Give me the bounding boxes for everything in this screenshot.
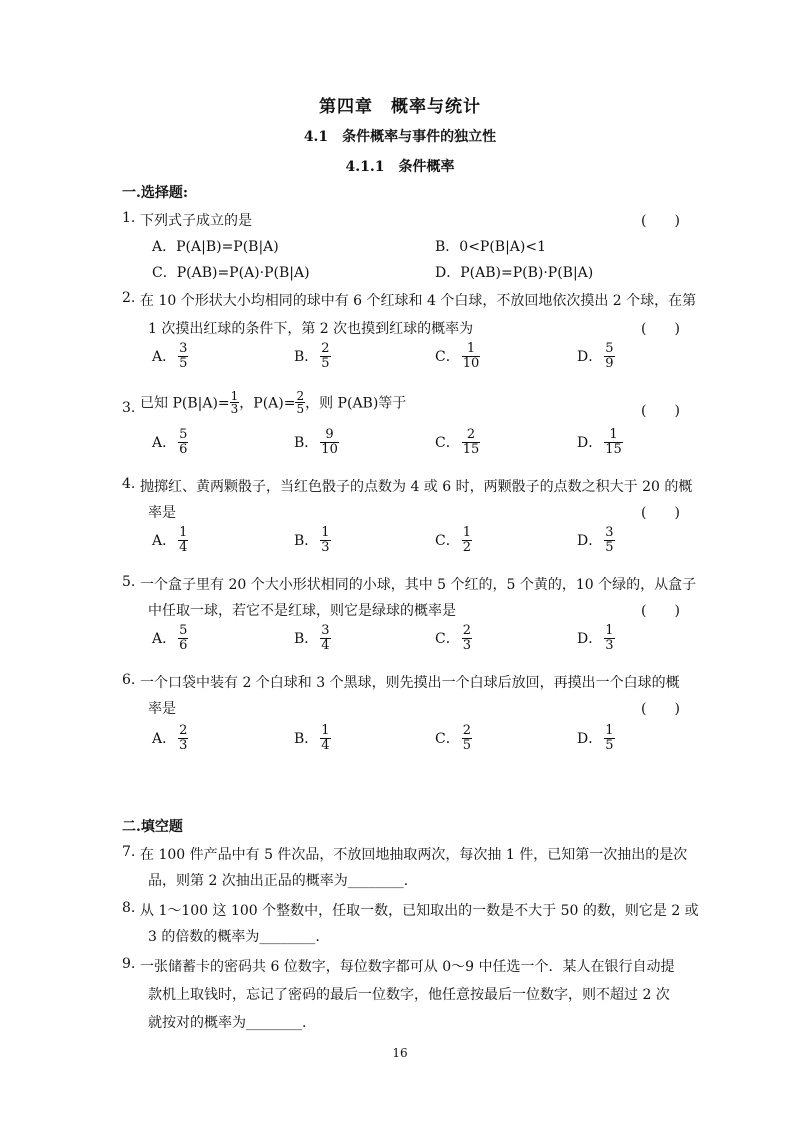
choice-section-title: 一.选择题:: [122, 185, 189, 201]
q2-number: 2.: [122, 290, 136, 306]
q2-answer-paren: ( ): [641, 321, 680, 337]
q3-option-a: A． $\frac{5}{6}$: [152, 427, 188, 457]
q5-number: 5.: [122, 574, 136, 590]
subsection-title: 4.1.1 条件概率: [345, 159, 455, 175]
q1-option-a: A．P(A|B)=P(B|A): [152, 239, 279, 255]
q6-option-a: A． $\frac{2}{3}$: [152, 723, 188, 753]
q3-text: 已知 P(B|A)= $\frac{1}{3}$ ，P(A)= $\frac{2}{5}$ ，则 P(AB)等于: [140, 389, 407, 416]
q5-option-a: A． $\frac{5}{6}$: [152, 623, 188, 653]
q6-answer-paren: ( ): [641, 701, 680, 717]
q5-option-b: B． $\frac{3}{4}$: [294, 623, 330, 653]
q5-line1: 一个盒子里有 20 个大小形状相同的小球，其中 5 个红的，5 个黄的，10 个绿的，从盒子: [140, 577, 697, 593]
q7-line1: 在 100 件产品中有 5 件次品，不放回地抽取两次，每次抽 1 件，已知第一次抽出的是次: [140, 847, 688, 863]
q1-answer-paren: ( ): [641, 213, 680, 229]
q2-option-c: C． $\frac{1}{10}$: [435, 341, 480, 371]
page-number: 16: [392, 1046, 408, 1060]
q1-number: 1.: [122, 210, 136, 226]
q8-line2: 3 的倍数的概率为________.: [148, 929, 320, 945]
q2-line1: 在 10 个形状大小均相同的球中有 6 个红球和 4 个白球，不放回地依次摸出 2 个球，在第: [140, 293, 697, 309]
q6-number: 6.: [122, 672, 136, 688]
q4-option-b: B． $\frac{1}{3}$: [294, 525, 330, 555]
q6-option-c: C． $\frac{2}{5}$: [435, 723, 471, 753]
q1-text: 下列式子成立的是: [140, 213, 252, 229]
q1-option-c: C．P(AB)=P(A)·P(B|A): [152, 265, 310, 281]
q9-line3: 就按对的概率为________.: [148, 1015, 307, 1031]
q2-option-d: D． $\frac{5}{9}$: [577, 341, 614, 371]
q3-answer-paren: ( ): [641, 403, 680, 419]
q8-number: 8.: [122, 900, 136, 916]
q8-line1: 从 1～100 这 100 个整数中，任取一数，已知取出的一数是不大于 50 的数，则它是 2 或: [140, 903, 699, 919]
fill-section-title: 二.填空题: [122, 819, 183, 835]
section-title: 4.1 条件概率与事件的独立性: [303, 129, 497, 145]
q9-number: 9.: [122, 956, 136, 972]
q7-line2: 品，则第 2 次抽出正品的概率为________.: [148, 873, 409, 889]
chapter-title: 第四章 概率与统计: [319, 97, 481, 117]
q9-line1: 一张储蓄卡的密码共 6 位数字，每位数字都可从 0～9 中任选一个．某人在银行自动提: [140, 959, 675, 975]
q6-line2: 率是: [148, 701, 176, 717]
q5-option-d: D． $\frac{1}{3}$: [577, 623, 614, 653]
q6-option-d: D． $\frac{1}{5}$: [577, 723, 614, 753]
q1-option-d: D．P(AB)=P(B)·P(B|A): [435, 265, 594, 281]
q5-option-c: C． $\frac{2}{3}$: [435, 623, 471, 653]
q4-line2: 率是: [148, 505, 176, 521]
q2-line2: 1 次摸出红球的条件下，第 2 次也摸到红球的概率为: [148, 321, 474, 337]
q4-line1: 抛掷红、黄两颗骰子，当红色骰子的点数为 4 或 6 时，两颗骰子的点数之积大于 20 的概: [140, 479, 693, 495]
q4-option-d: D． $\frac{3}{5}$: [577, 525, 614, 555]
q6-line1: 一个口袋中装有 2 个白球和 3 个黑球，则先摸出一个白球后放回，再摸出一个白球的概: [140, 675, 680, 691]
q5-answer-paren: ( ): [641, 603, 680, 619]
q4-option-c: C． $\frac{1}{2}$: [435, 525, 471, 555]
q2-option-b: B． $\frac{2}{5}$: [294, 341, 330, 371]
q3-option-c: C． $\frac{2}{15}$: [435, 427, 480, 457]
q5-line2: 中任取一球，若它不是红球，则它是绿球的概率是: [148, 603, 456, 619]
q3-number: 3.: [122, 400, 136, 416]
q9-line2: 款机上取钱时，忘记了密码的最后一位数字，他任意按最后一位数字，则不超过 2 次: [148, 987, 670, 1003]
q2-option-a: A． $\frac{3}{5}$: [152, 341, 188, 371]
q4-number: 4.: [122, 476, 136, 492]
q4-answer-paren: ( ): [641, 505, 680, 521]
q3-option-d: D． $\frac{1}{15}$: [577, 427, 622, 457]
q4-option-a: A． $\frac{1}{4}$: [152, 525, 188, 555]
q1-option-b: B．0<P(B|A)<1: [435, 239, 547, 255]
q3-option-b: B． $\frac{9}{10}$: [294, 427, 338, 457]
q7-number: 7.: [122, 844, 136, 860]
q6-option-b: B． $\frac{1}{4}$: [294, 723, 330, 753]
